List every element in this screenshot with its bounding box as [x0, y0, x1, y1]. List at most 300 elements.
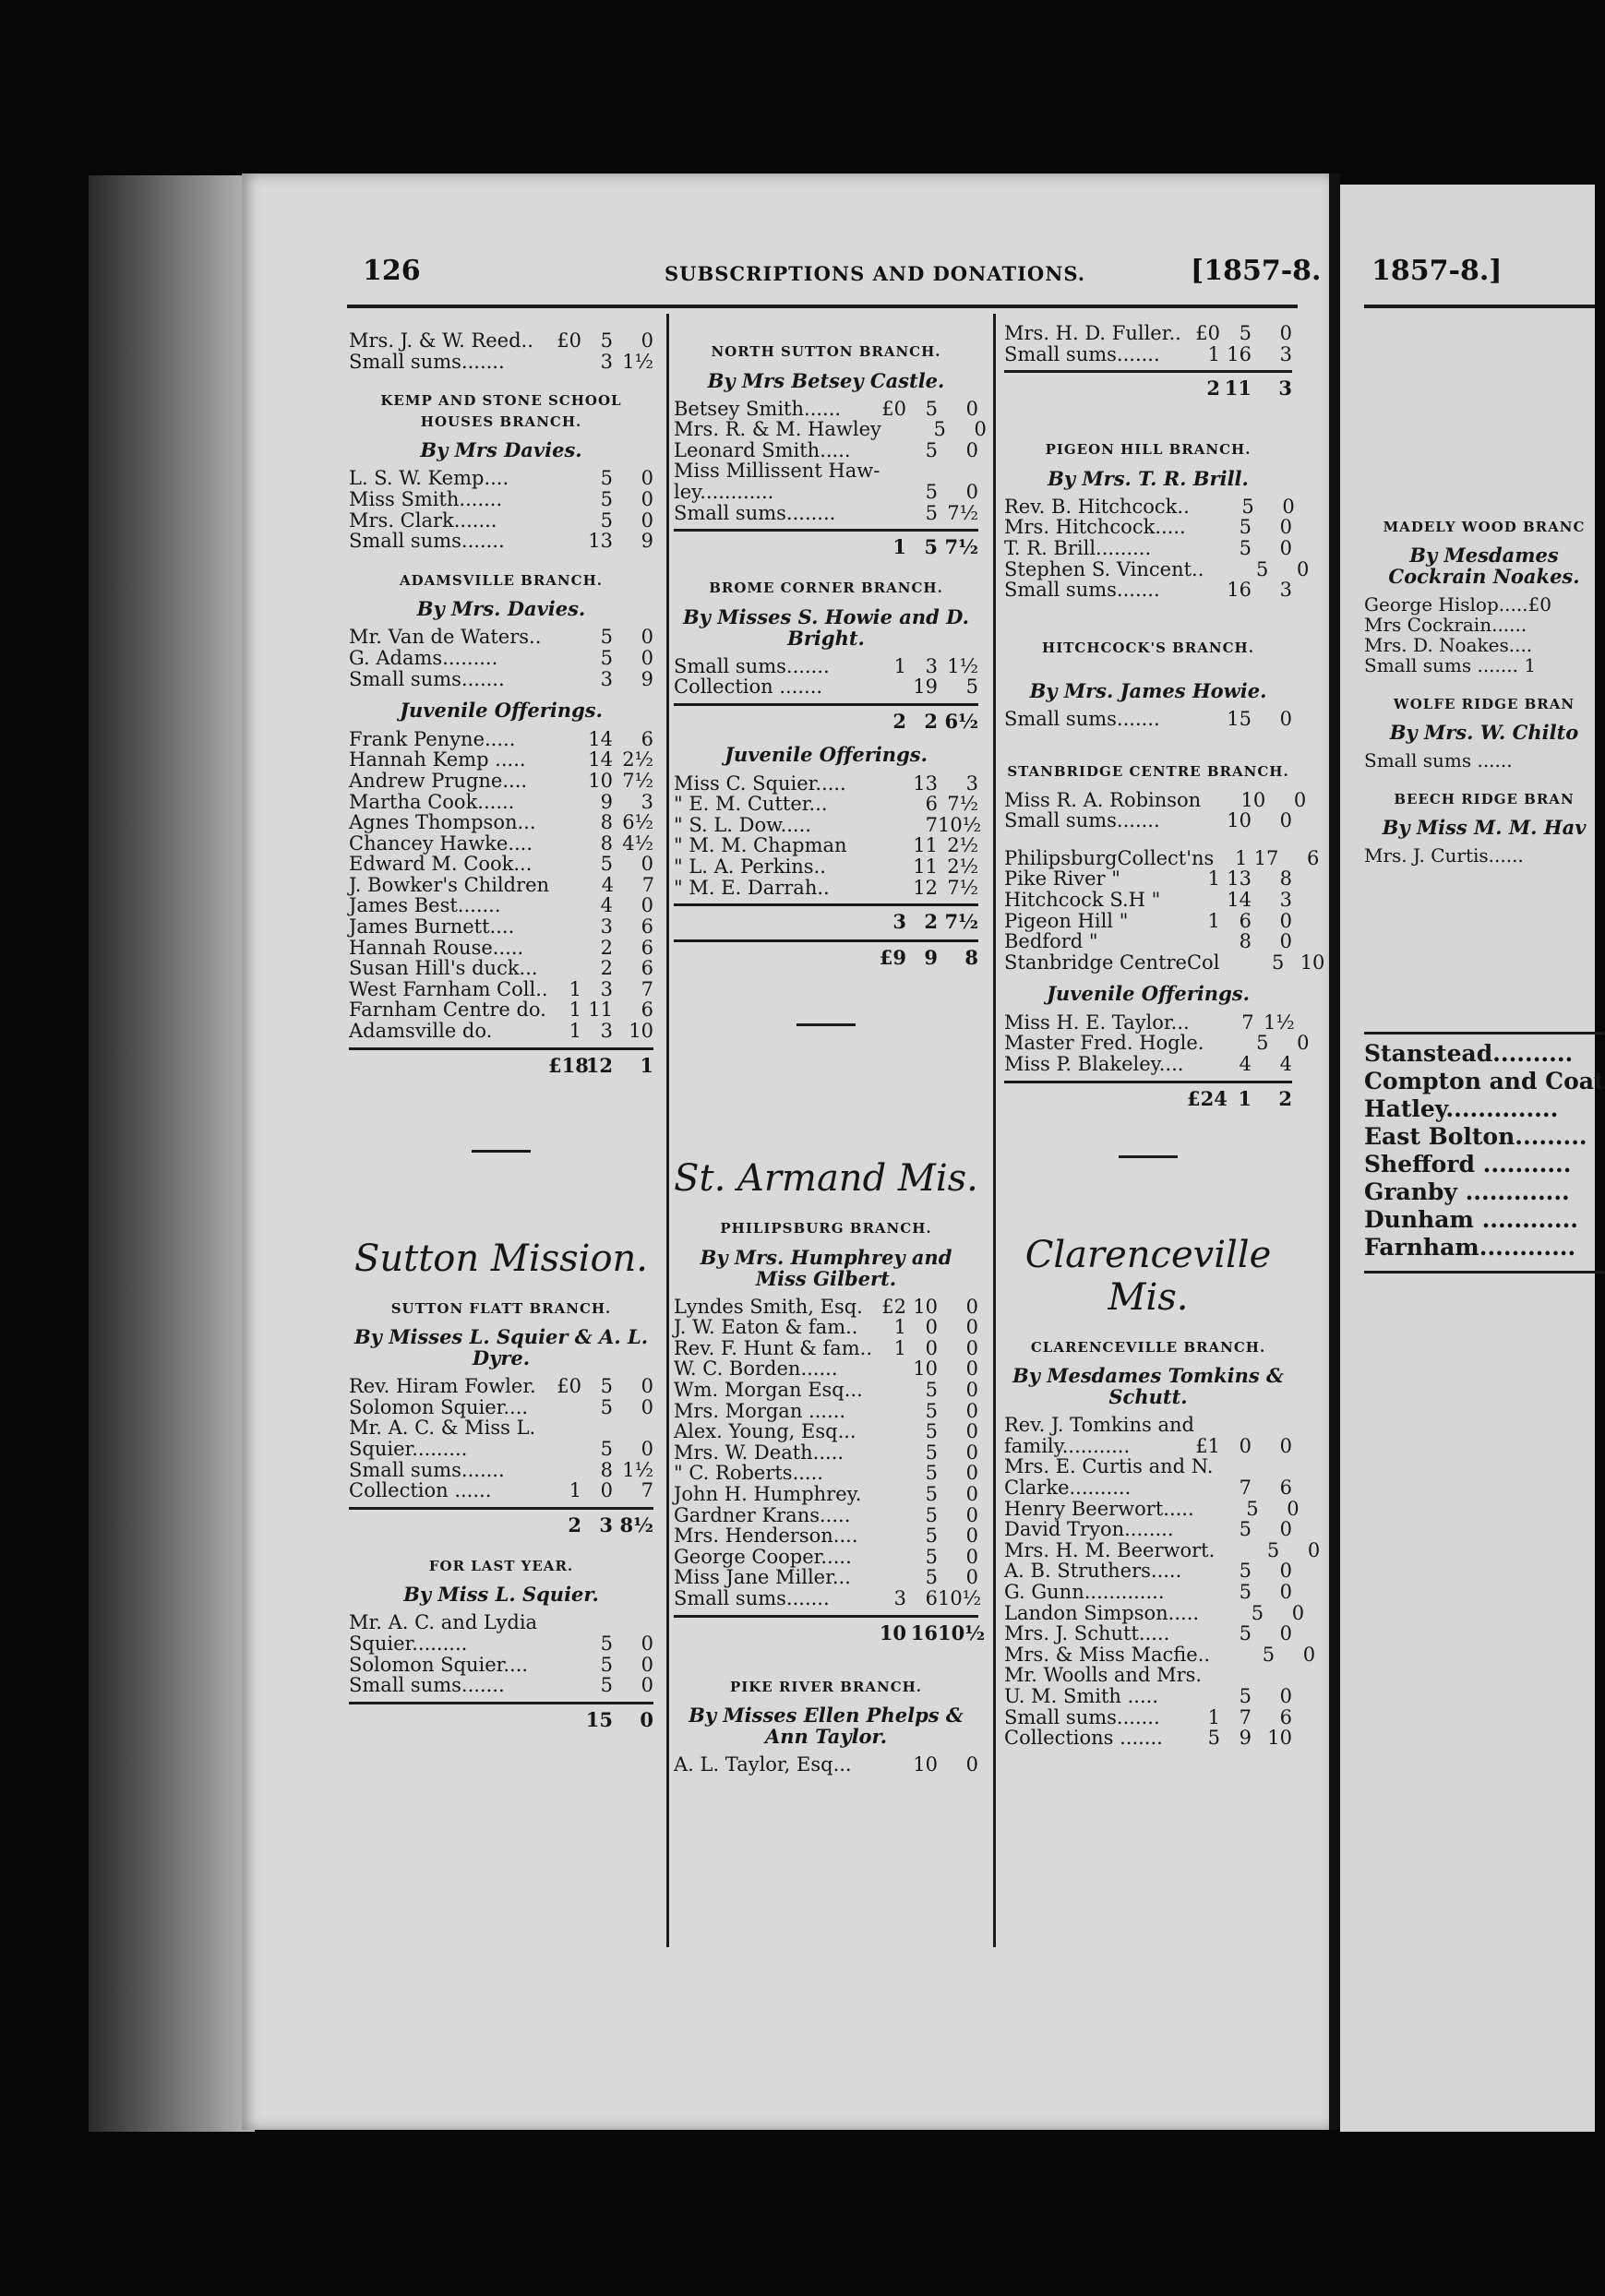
- shillings: 11: [913, 834, 938, 857]
- total-block: [1004, 370, 1292, 401]
- section-dash: [472, 1150, 531, 1153]
- total-pence: 8: [964, 946, 978, 970]
- pounds: [548, 352, 581, 373]
- shillings: 5: [925, 1566, 938, 1589]
- entry-amount: [873, 1338, 978, 1359]
- collector-line: By Miss L. Squier.: [403, 1583, 599, 1607]
- entry-row: [349, 1439, 653, 1460]
- entry-amount: [548, 792, 653, 813]
- entry-name: Rev. J. Tomkins and: [1004, 1414, 1194, 1437]
- pounds: [873, 773, 906, 795]
- entry-name: Frank Penyne.....: [349, 727, 516, 750]
- shillings: 5: [925, 1441, 938, 1464]
- pounds: [548, 749, 581, 771]
- shillings: 8: [600, 1458, 613, 1481]
- shillings: 8: [1239, 930, 1252, 953]
- entry-amount: [873, 813, 982, 836]
- entry-name: Andrew Prugne....: [349, 769, 528, 792]
- entry-name: T. R. Brill.........: [1004, 536, 1152, 559]
- total-shillings: 2: [924, 910, 938, 934]
- entry-name: Hannah Kemp .....: [349, 748, 526, 771]
- column-divider-1: [666, 314, 669, 1947]
- pence: 0: [1279, 1434, 1292, 1457]
- pence: 0: [1279, 1581, 1292, 1603]
- book-spine-edge: [89, 175, 255, 2132]
- entry-amount: [1187, 1686, 1292, 1707]
- pence: 0: [1279, 322, 1292, 344]
- entry-name: Small sums.......: [1004, 708, 1160, 731]
- entry-amount: [1202, 1665, 1307, 1686]
- entry-name: Rev. Hiram Fowler.: [349, 1375, 536, 1398]
- entry-amount: [873, 1380, 978, 1401]
- entry-row: [674, 1505, 978, 1526]
- entry-row: [674, 1587, 982, 1609]
- entry-amount: [1187, 1054, 1292, 1075]
- entry-row: [674, 1297, 978, 1318]
- entry-name: Martha Cook......: [349, 790, 515, 813]
- shillings: 5: [1256, 557, 1269, 580]
- entry-name: Mr. A. C. and Lydia: [349, 1611, 538, 1634]
- entry-amount: [1204, 1033, 1309, 1054]
- spacer: [1004, 730, 1292, 743]
- entry-name: Leonard Smith.....: [674, 438, 851, 461]
- entry-row: [1004, 788, 1307, 811]
- pounds: £0: [557, 1375, 581, 1398]
- entry-amount: [1187, 344, 1292, 365]
- entry-name: Collection ......: [349, 1479, 492, 1502]
- pence: 0: [641, 1653, 653, 1676]
- entry-name: Small sums.......: [349, 667, 505, 690]
- entry-name: J. W. Eaton & fam..: [674, 1316, 858, 1339]
- column-3: [1004, 322, 1325, 1750]
- entry-amount: [548, 1460, 653, 1481]
- shillings: 7: [1241, 1010, 1254, 1034]
- entry-name: Bedford ": [1004, 930, 1098, 953]
- pence: 0: [1307, 1538, 1321, 1561]
- spacer: [1004, 665, 1292, 675]
- pounds: [873, 503, 906, 524]
- entry-name: Mr. Woolls and Mrs.: [1004, 1664, 1203, 1687]
- entry-row: [1004, 1415, 1292, 1436]
- total-pence: 6½: [944, 709, 978, 733]
- entry-row: [349, 875, 653, 896]
- entry-name: " M. E. Darrah..: [674, 876, 830, 899]
- shillings: 5: [925, 1525, 938, 1548]
- collector-line: By Misses Ellen Phelps & Ann Taylor.: [689, 1704, 964, 1749]
- pence: 0: [1293, 788, 1307, 811]
- shillings: 5: [925, 1379, 938, 1402]
- entry-amount: [548, 1480, 653, 1501]
- pounds: [548, 1460, 581, 1481]
- entry-name: Collections .......: [1004, 1727, 1163, 1750]
- pounds: [873, 815, 906, 836]
- entry-name: Landon Simpson.....: [1004, 1601, 1200, 1624]
- shillings: 4: [600, 894, 613, 917]
- entry-row: [1004, 1707, 1292, 1728]
- pounds: [1210, 1644, 1243, 1666]
- pounds: [873, 676, 906, 698]
- collector-line: By Mesdames Tomkins & Schutt.: [1012, 1364, 1285, 1409]
- entry-amount: [1187, 1623, 1292, 1644]
- pounds: [1187, 580, 1220, 601]
- pence: 0: [965, 1525, 978, 1548]
- shillings: 7: [1239, 1477, 1252, 1500]
- pounds: 1: [893, 1336, 906, 1359]
- entry-name: Mrs. H. D. Fuller..: [1004, 322, 1181, 344]
- pence: 9: [641, 530, 653, 553]
- shillings: 16: [1227, 342, 1252, 365]
- entry-amount: [1204, 559, 1309, 580]
- entry-amount: [548, 1397, 653, 1418]
- entry-row: [674, 1525, 978, 1547]
- entry-row: [1004, 951, 1325, 974]
- shillings: 10: [913, 1753, 938, 1776]
- entry-name: Solomon Squier....: [349, 1395, 529, 1418]
- place-entry: Farnham............: [1364, 1234, 1576, 1261]
- entry-row: [1004, 1477, 1292, 1499]
- entry-row: [349, 330, 653, 352]
- entry-amount: [548, 895, 653, 916]
- total-pence: 2: [1278, 1086, 1292, 1110]
- total-pence: 0: [640, 1707, 653, 1731]
- pounds: [1187, 1582, 1220, 1603]
- entry-name: Small sums........: [674, 501, 836, 524]
- entry-row: [674, 856, 978, 878]
- branch-heading: PHILIPSBURG BRANCH.: [720, 1220, 932, 1238]
- pence: 10: [1300, 951, 1325, 974]
- p2-entry: Mrs Cockrain......: [1364, 614, 1527, 636]
- total-block: [674, 703, 978, 734]
- shillings: 4: [1239, 1053, 1252, 1076]
- pounds: [548, 1439, 581, 1460]
- pence: 5: [965, 676, 978, 699]
- entry-row: [674, 1421, 978, 1442]
- entry-amount: [1187, 810, 1292, 831]
- pence: 6: [641, 727, 653, 750]
- shillings: 8: [600, 811, 613, 834]
- entry-row: [1004, 1728, 1292, 1749]
- pence: [613, 1417, 653, 1439]
- pence: 0: [641, 853, 653, 876]
- shillings: [581, 1612, 613, 1633]
- total-pounds: 2: [892, 709, 906, 733]
- pounds: [548, 938, 581, 959]
- place-entry: Hatley..............: [1364, 1095, 1559, 1122]
- shillings: 13: [1227, 867, 1252, 891]
- entry-name: Mrs. J. Schutt.....: [1004, 1622, 1170, 1645]
- entry-row: [1004, 1032, 1310, 1055]
- shillings: 5: [1251, 1601, 1264, 1624]
- pounds: [881, 419, 915, 440]
- entry-name: James Burnett....: [349, 915, 515, 939]
- entry-row: [674, 418, 987, 441]
- entry-amount: [881, 419, 987, 440]
- shillings: [913, 460, 944, 482]
- pounds: [548, 854, 581, 875]
- entry-name: PhilipsburgCollect'ns: [1004, 846, 1215, 869]
- shillings: 5: [600, 467, 613, 490]
- pence: [944, 460, 985, 482]
- pounds: [548, 916, 581, 938]
- entry-amount: [548, 833, 653, 855]
- entry-row: [674, 1484, 978, 1505]
- total-shillings: 5: [924, 535, 938, 559]
- shillings: 14: [588, 748, 613, 771]
- spacer: [674, 970, 978, 1007]
- spacer: [1004, 1111, 1292, 1139]
- entry-name: " M. M. Chapman: [674, 834, 847, 857]
- pence: 0: [1279, 930, 1292, 953]
- entry-amount: [548, 1675, 653, 1696]
- pence: 0: [965, 1336, 978, 1359]
- shillings: 5: [600, 1653, 613, 1676]
- shillings: 5: [1241, 495, 1254, 518]
- pence: 10½: [938, 813, 982, 836]
- entry-amount: [873, 773, 978, 795]
- entry-amount: [548, 627, 653, 648]
- juvenile-heading: Juvenile Offerings.: [725, 742, 928, 766]
- pounds: [1187, 709, 1220, 730]
- entry-row: [1004, 868, 1292, 890]
- pounds: [1194, 1499, 1228, 1520]
- entry-name: Squier.........: [349, 1438, 468, 1460]
- place-rule: [1364, 1271, 1604, 1274]
- entry-name: Mrs. J. & W. Reed..: [349, 329, 533, 352]
- entry-amount: [1187, 580, 1292, 601]
- pounds: [548, 771, 581, 792]
- entry-row: [349, 627, 653, 648]
- total-pounds: £18: [548, 1053, 589, 1077]
- shillings: 3: [600, 977, 613, 1000]
- pounds: [1187, 517, 1220, 538]
- pounds: 1: [893, 1316, 906, 1339]
- total-block: [349, 1507, 653, 1537]
- entry-amount: [548, 1439, 653, 1460]
- entry-row: [349, 468, 653, 489]
- entry-name: Mr. Van de Waters..: [349, 626, 542, 649]
- shillings: 6: [1239, 909, 1252, 932]
- pence: 0: [641, 646, 653, 669]
- entry-row: [349, 1397, 653, 1418]
- pounds: [548, 1633, 581, 1655]
- entry-name: " C. Roberts.....: [674, 1462, 823, 1485]
- pounds: [873, 440, 906, 461]
- shillings: 5: [1266, 1538, 1280, 1561]
- pence: 0: [965, 1420, 978, 1443]
- juvenile-heading: Juvenile Offerings.: [1047, 982, 1250, 1006]
- pence: 0: [641, 1395, 653, 1418]
- total-block: [674, 903, 978, 934]
- entry-amount: [873, 856, 978, 878]
- pence: 0: [641, 329, 653, 352]
- pounds: 1: [893, 654, 906, 677]
- pounds: [873, 1401, 906, 1422]
- pence: 0: [641, 467, 653, 490]
- pounds: [1201, 790, 1234, 811]
- entry-row: [674, 1317, 978, 1338]
- entry-row: [1004, 1538, 1321, 1561]
- entry-row: [674, 1463, 978, 1484]
- entry-amount: [548, 1376, 653, 1397]
- entry-row: [674, 1547, 978, 1568]
- branch-heading: FOR LAST YEAR.: [428, 1557, 574, 1574]
- entry-amount: [873, 1317, 978, 1338]
- entry-row: [674, 1567, 978, 1588]
- place-entry: Compton and Coat: [1364, 1068, 1605, 1094]
- entry-row: [674, 813, 982, 836]
- entry-amount: [548, 771, 653, 792]
- entry-row: [1004, 890, 1292, 911]
- entry-row: [674, 399, 978, 420]
- entry-row: [674, 878, 978, 899]
- entry-amount: [548, 648, 653, 669]
- entry-name: Miss Smith.......: [349, 487, 503, 510]
- entry-row: [674, 482, 978, 503]
- entry-row: [674, 1754, 978, 1776]
- entry-row: [349, 999, 653, 1021]
- pence: 6: [641, 999, 653, 1022]
- shillings: 8: [600, 831, 613, 855]
- shillings: 14: [588, 727, 613, 750]
- pounds: 1: [569, 999, 581, 1022]
- total-block: [674, 1615, 986, 1645]
- section-dash: [1119, 1155, 1178, 1158]
- pence: 6: [641, 957, 653, 980]
- shillings: 5: [600, 1375, 613, 1398]
- total-block: [349, 1047, 653, 1078]
- pounds: [1190, 1012, 1223, 1034]
- entry-amount: [1190, 1012, 1295, 1034]
- entry-amount: [873, 1297, 978, 1318]
- entry-row: [349, 1675, 653, 1696]
- entry-row: [349, 938, 653, 959]
- entry-row: [674, 1358, 978, 1380]
- pounds: [548, 792, 581, 813]
- shillings: 5: [1272, 951, 1285, 974]
- pounds: [548, 958, 581, 979]
- entry-row: [349, 854, 653, 875]
- shillings: 5: [925, 1420, 938, 1443]
- shillings: 5: [1239, 516, 1252, 539]
- pounds: [548, 1417, 581, 1439]
- entry-amount: [1213, 1456, 1318, 1477]
- pence: 0: [641, 1674, 653, 1697]
- total-row: [674, 948, 978, 970]
- pounds: [1219, 952, 1252, 974]
- entry-row: [1004, 517, 1292, 538]
- entry-row: [674, 460, 978, 482]
- entry-row: [1004, 931, 1292, 952]
- pounds: £0: [881, 397, 906, 420]
- collector-line: By Mrs. T. R. Brill.: [1048, 466, 1249, 490]
- pounds: [1187, 1686, 1220, 1707]
- right-page-year: 1857-8.]: [1371, 255, 1503, 287]
- entry-row: [349, 1633, 653, 1655]
- total-pounds: 3: [892, 910, 906, 934]
- p2-entry: George Hislop.....£0: [1364, 593, 1551, 616]
- entry-name: Small sums.......: [674, 1587, 830, 1609]
- pence: 0: [965, 1462, 978, 1485]
- entry-amount: [1190, 496, 1295, 518]
- entry-name: Solomon Squier....: [349, 1653, 529, 1676]
- entry-row: [349, 669, 653, 690]
- shillings: 3: [600, 667, 613, 690]
- pence: 2½: [622, 748, 653, 771]
- entry-row: [1004, 1582, 1292, 1603]
- entry-amount: [1194, 1415, 1300, 1436]
- total-shillings: 15: [585, 1707, 613, 1731]
- shillings: 15: [1227, 708, 1252, 731]
- pence: 0: [1279, 809, 1292, 832]
- pence: 6: [1279, 1477, 1292, 1500]
- branch-heading: SUTTON FLATT BRANCH.: [390, 1299, 612, 1317]
- pounds: [873, 878, 906, 899]
- entry-name: Stephen S. Vincent..: [1004, 557, 1204, 580]
- entry-amount: [1187, 1707, 1292, 1728]
- entry-row: [1004, 1436, 1292, 1457]
- shillings: 6: [925, 1587, 938, 1609]
- total-pounds: 2: [568, 1513, 581, 1537]
- entry-row: [1004, 709, 1292, 730]
- pounds: £0: [557, 329, 581, 352]
- total-shillings: 3: [599, 1513, 613, 1537]
- pence: 7½: [947, 876, 978, 899]
- entry-amount: [1187, 517, 1292, 538]
- pence: 7: [641, 873, 655, 896]
- pence: 3: [1279, 579, 1292, 602]
- entry-row: [349, 812, 653, 833]
- entry-row: [1004, 1054, 1292, 1075]
- pence: 7: [641, 977, 653, 1000]
- total-block: [674, 939, 978, 970]
- pence: 0: [1287, 1497, 1300, 1520]
- pounds: [548, 648, 581, 669]
- pounds: [548, 510, 581, 532]
- pounds: [548, 1655, 581, 1676]
- pence: 0: [641, 1632, 653, 1655]
- branch-heading: CLARENCEVILLE BRANCH.: [1030, 1338, 1266, 1356]
- pounds: [873, 1547, 906, 1568]
- pence: 10½: [938, 1587, 982, 1609]
- entry-name: Betsey Smith......: [674, 397, 842, 420]
- pence: 4½: [622, 831, 653, 855]
- entry-row: [674, 794, 978, 815]
- entry-name: G. Gunn.............: [1004, 1581, 1165, 1603]
- shillings: 5: [925, 480, 938, 503]
- entry-row: [674, 676, 978, 698]
- spacer: [1004, 831, 1292, 848]
- entry-name: ley............: [674, 480, 774, 503]
- entry-row: [1004, 1643, 1316, 1666]
- shillings: 3: [600, 1020, 613, 1043]
- entry-amount: [548, 729, 653, 750]
- entry-amount: [873, 676, 978, 698]
- entry-row: [674, 1442, 978, 1464]
- pence: 0: [641, 626, 653, 649]
- pence: 6: [641, 936, 653, 959]
- shillings: 19: [913, 676, 938, 699]
- pounds: [548, 1675, 581, 1696]
- pence: 7: [641, 1479, 653, 1502]
- pounds: [1213, 1456, 1246, 1477]
- total-shillings: 9: [924, 946, 938, 970]
- pounds: [1194, 1415, 1228, 1436]
- pence: 10: [629, 1020, 653, 1043]
- entry-name: U. M. Smith .....: [1004, 1684, 1159, 1707]
- entry-amount: [548, 510, 653, 532]
- shillings: 5: [600, 1674, 613, 1697]
- pounds: [873, 1484, 906, 1505]
